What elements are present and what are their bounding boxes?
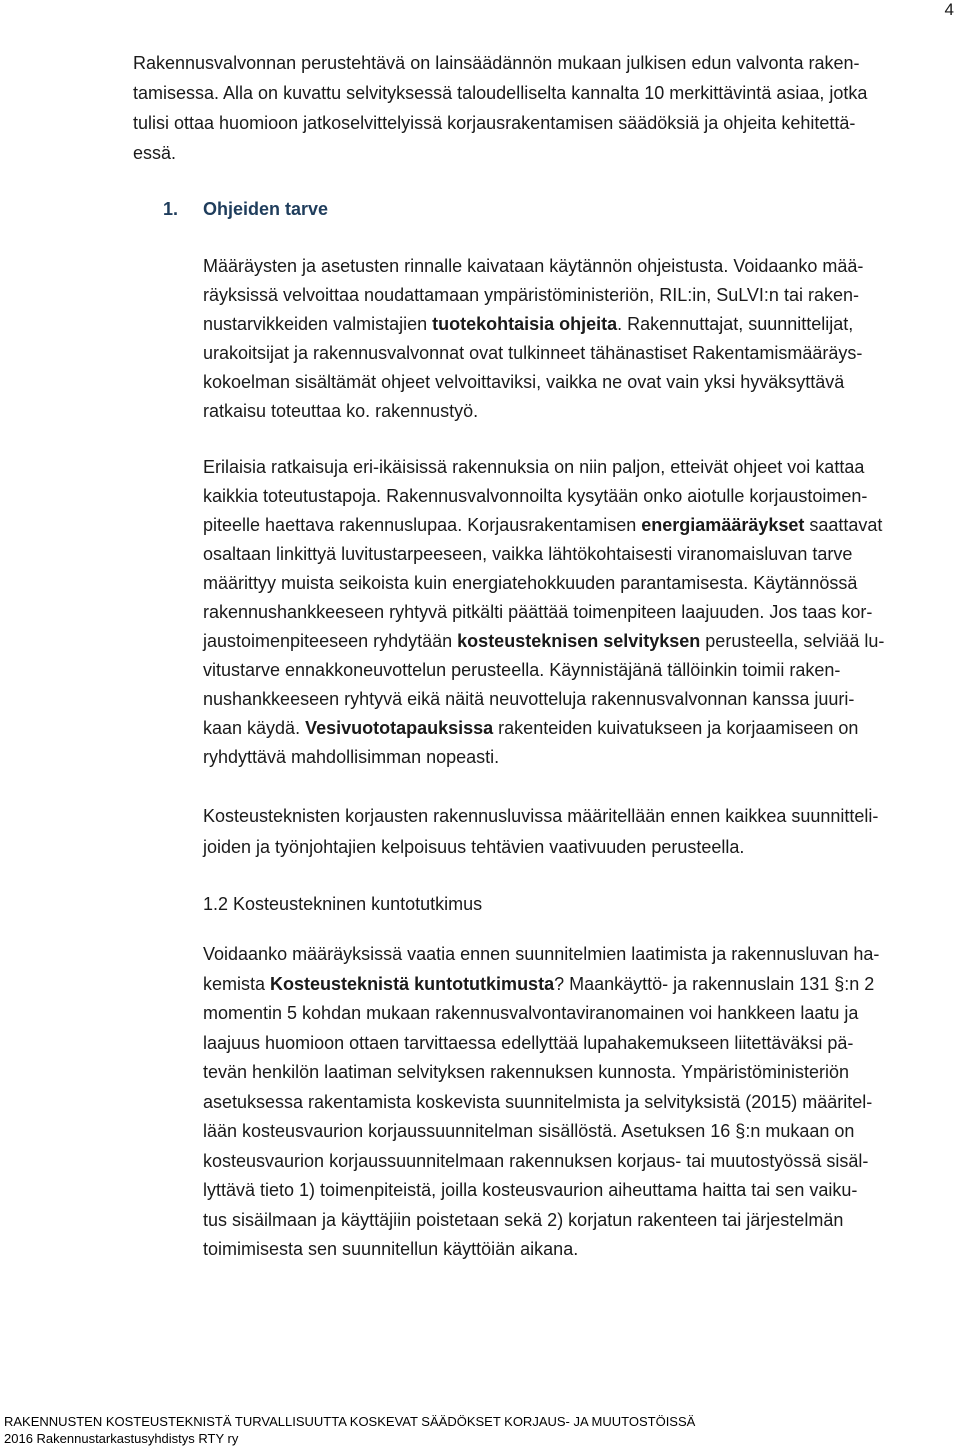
text-line [203,714,955,743]
section-title: Ohjeiden tarve [203,199,329,219]
text-line: tamisessa. Alla on kuvattu selvityksessä taloudelliselta kannalta 10 merkittävintä asiaa, jotka [133,83,868,103]
text-line: lyttävä tieto 1) toimenpiteistä, joilla kosteusvaurion aiheuttama haitta tai sen vaiku- [203,1180,858,1200]
text-line: rakennushankkeeseen ryhtyvä pitkälti päättää toimenpiteen laajuuden. Jos taas kor- [203,602,873,622]
text-line: nushankkeeseen ryhtyvä eikä näitä neuvotteluja rakennusvalvonnan kanssa juuri- [203,689,855,709]
text-line: Kosteusteknisten korjausten rakennusluvissa määritellään ennen kaikkea suunnitteli- [203,806,879,826]
text-run: . Rakennuttajat, suunnittelijat, [617,314,854,334]
text-line: Määräysten ja asetusten rinnalle kaivataan käytännön ohjeistusta. Voidaanko mää- [203,256,864,276]
text-run: perusteella, selviää lu- [700,631,885,651]
text-line: urakoitsijat ja rakennusvalvonnat ovat tulkinneet tähänastiset Rakentamismääräys- [203,343,863,363]
text-line: tus sisäilmaan ja käyttäjiin poistetaan sekä 2) korjatun rakenteen tai järjestelmän [203,1209,844,1230]
text-line: kaikkia toteutustapoja. Rakennusvalvonnoilta kysytään onko aiotulle korjaustoimen- [203,486,868,506]
footer-copyright: 2016 Rakennustarkastusyhdistys RTY ry [4,1431,239,1446]
text-run: rakenteiden kuivatukseen ja korjaamiseen on [493,718,859,738]
text-line: tulisi ottaa huomioon jatkoselvittelyissä korjausrakentamisen säädöksiä ja ohjeita kehitettä- [133,113,856,133]
section-number: 1. [163,199,179,219]
text-line: osaltaan linkittyä luvitustarpeeseen, vaikka lähtökohtaisesti viranomaisluvan tarve [203,544,853,564]
bold-term: kosteusteknisen selvityksen [457,631,701,651]
text-run: nustarvikkeiden valmistajien [203,314,433,334]
text-line: momentin 5 kohdan mukaan rakennusvalvontaviranomainen voi hankkeen laatu ja [203,1003,859,1023]
text-run: saattavat [804,515,883,535]
intro-paragraph [133,48,953,168]
text-line: kosteusvaurion korjaussuunnitelmaan rakennuksen korjaus- tai muutostyössä sisäl- [203,1150,869,1171]
bold-term: Kosteusteknistä kuntotutkimusta [270,973,555,994]
page-footer [4,1413,695,1447]
text-line: ryhdyttävä mahdollisimman nopeasti. [203,747,500,767]
text-run: kaan käydä. [203,718,306,738]
text-line: lään kosteusvaurion korjaussuunnitelman sisällöstä. Asetuksen 16 §:n mukaan on [203,1121,855,1141]
subsection-heading: 1.2 Kosteustekninen kuntotutkimus [203,894,483,914]
bold-term: energiamääräykset [641,515,805,535]
text-run: piteelle haettava rakennuslupaa. Korjausrakentamisen [203,515,642,535]
paragraph-3 [203,801,955,863]
text-line: Voidaanko määräyksissä vaatia ennen suunnitelmien laatimista ja rakennusluvan ha- [203,944,880,964]
section-heading [163,195,328,223]
text-line: määrittyy muista seikoista kuin energiatehokkuuden parantamisesta. Käytännössä [203,573,858,593]
paragraph-1 [203,252,955,426]
paragraph-2 [203,453,955,772]
text-run: ? Maankäyttö- ja rakennuslain 131 §:n 2 [554,973,875,994]
bold-term: Vesivuototapauksissa [305,718,494,738]
page-number: 4 [944,0,954,19]
text-line [203,511,955,540]
text-line: kokoelman sisältämät ohjeet velvoittaviksi, vaikka ne ovat vain yksi hyväksyttävä [203,372,845,392]
text-line: tevän henkilön laatiman selvityksen rakennuksen kunnosta. Ympäristöministeriön [203,1062,850,1082]
text-line: Erilaisia ratkaisuja eri-ikäisissä rakennuksia on niin paljon, etteivät ohjeet voi kattaa [203,457,865,477]
text-run: jaustoimenpiteeseen ryhdytään [203,631,458,651]
text-line: asetuksessa rakentamista koskevista suunnitelmista ja selvityksistä (2015) määritel- [203,1091,873,1112]
paragraph-4 [203,940,955,1265]
text-line: essä. [133,143,177,163]
text-line: Rakennusvalvonnan perustehtävä on lainsäädännön mukaan julkisen edun valvonta raken- [133,53,860,73]
text-line: ratkaisu toteuttaa ko. rakennustyö. [203,401,479,421]
footer-title: RAKENNUSTEN KOSTEUSTEKNISTÄ TURVALLISUUTTA KOSKEVAT SÄÄDÖKSET KORJAUS- JA MUUTOSTÖISSÄ [4,1414,696,1429]
text-line: toimimisesta sen suunnitellun käyttöiän aikana. [203,1239,579,1259]
text-line [203,627,955,656]
text-line: joiden ja työnjohtajien kelpoisuus tehtävien vaativuuden perusteella. [203,837,745,857]
text-line: räyksissä velvoittaa noudattamaan ympäristöministeriön, RIL:in, SuLVI:n tai raken- [203,285,859,305]
text-line [203,310,955,339]
text-line: vitustarve ennakkoneuvottelun perusteella. Käynnistäjänä tällöinkin toimii raken- [203,660,841,680]
bold-term: tuotekohtaisia ohjeita [432,314,618,334]
text-line: laajuus huomioon ottaen tarvittaessa edellyttää lupahakemukseen liitettäväksi pä- [203,1032,854,1053]
text-run: kemista [203,973,271,994]
text-line [203,970,955,1000]
